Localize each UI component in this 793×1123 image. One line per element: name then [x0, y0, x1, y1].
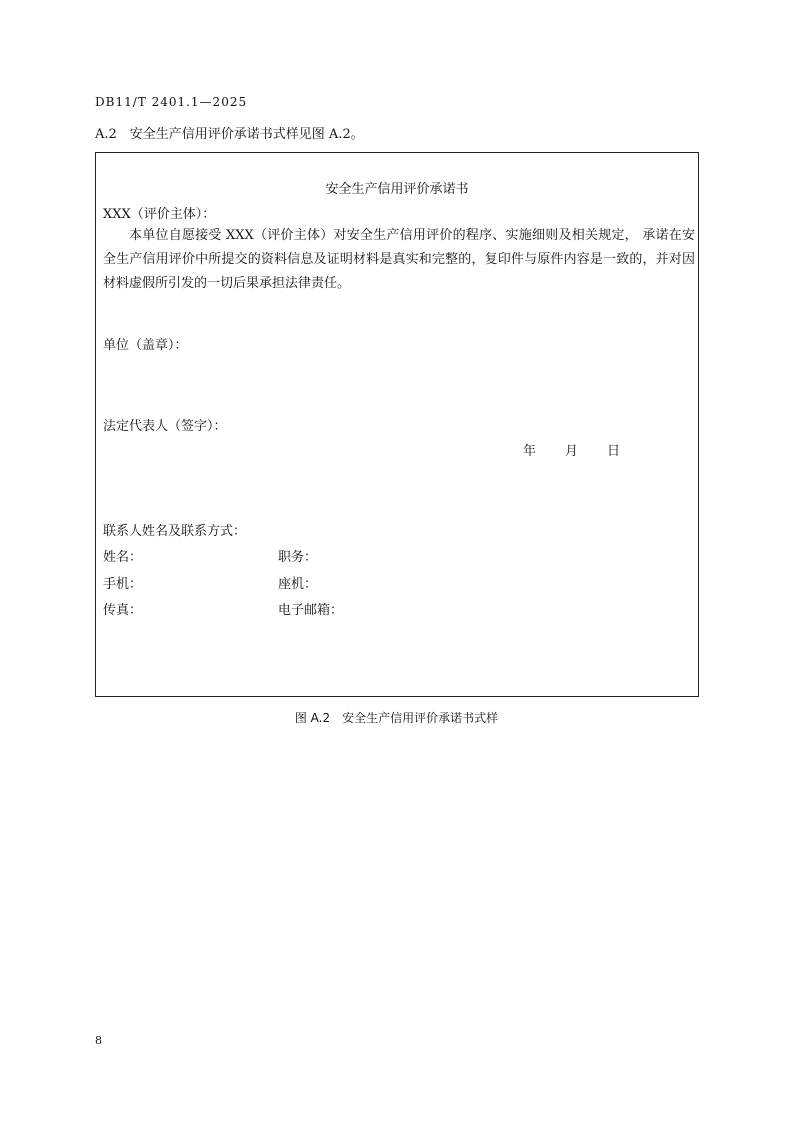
mobile-label: 手机：	[103, 577, 143, 592]
contact-heading: 联系人姓名及联系方式：	[103, 524, 247, 539]
commitment-form-box	[95, 152, 699, 697]
addressee: XXX（评价主体）：	[103, 207, 216, 222]
fax-label: 传真：	[103, 603, 143, 618]
date-day: 日	[607, 444, 621, 459]
section-intro: A.2 安全生产信用评价承诺书式样见图 A.2。	[95, 127, 364, 142]
date-month: 月	[565, 444, 579, 459]
document-code: DB11/T 2401.1—2025	[95, 95, 248, 109]
date-year: 年	[523, 444, 537, 459]
name-label: 姓名：	[103, 550, 143, 565]
unit-seal-label: 单位（盖章）：	[103, 338, 188, 353]
form-title: 安全生产信用评价承诺书	[325, 182, 469, 197]
figure-caption: 图 A.2 安全生产信用评价承诺书式样	[294, 711, 499, 725]
landline-label: 座机：	[278, 577, 318, 592]
page-number: 8	[95, 1034, 102, 1047]
legal-representative-label: 法定代表人（签字）：	[103, 419, 227, 434]
position-label: 职务：	[278, 550, 318, 565]
email-label: 电子邮箱：	[278, 603, 344, 618]
commitment-body: 本单位自愿接受 XXX（评价主体）对安全生产信用评价的程序、实施细则及相关规定， 承诺在安全生产信用评价中所提交的资料信息及证明材料是真实和完整的，复印件与原件内容是一致的，并对因材料虚假所引发的一切后果承担法律责任。	[103, 228, 695, 291]
